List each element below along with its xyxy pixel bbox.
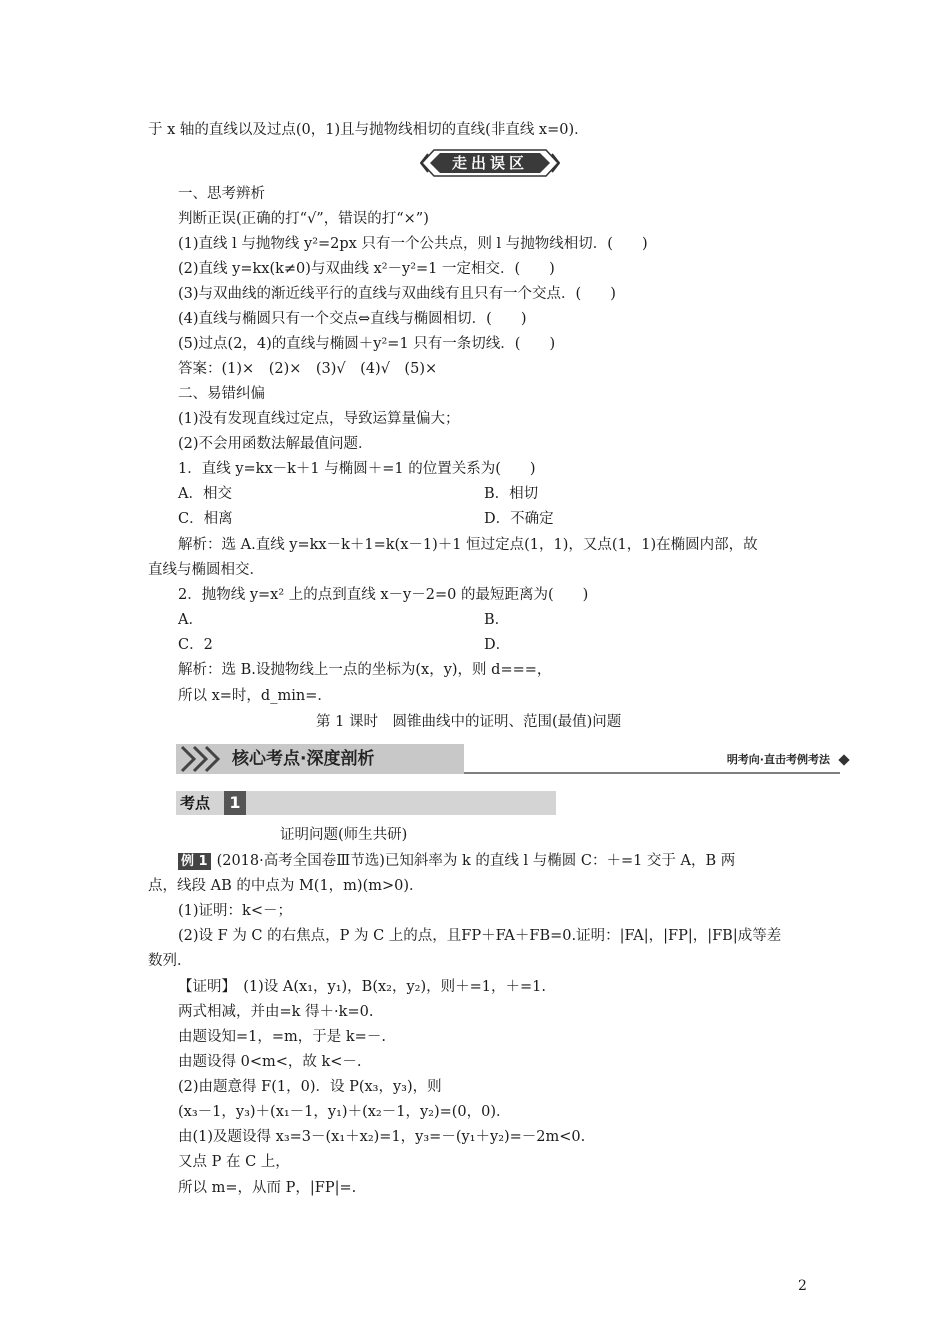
text-line: 数列． <box>148 953 192 969</box>
text-line: 所以 x=时，d_min=． <box>178 688 332 704</box>
text-line: (2)直线 y=kx(k≠0)与双曲线 x²－y²=1 一定相交．( ) <box>178 261 555 277</box>
option-b: B． <box>484 612 510 628</box>
banner-label: 走出误区 <box>451 154 528 172</box>
page-number: 2 <box>798 1278 807 1294</box>
text-line: 由(1)及题设得 x₃=3－(x₁＋x₂)=1，y₃=－(y₁＋y₂)=－2m<0. <box>178 1129 586 1145</box>
option-d: D． <box>484 637 511 653</box>
option-d: D．不确定 <box>484 511 554 527</box>
lesson-title: 第 1 课时 圆锥曲线中的证明、范围(最值)问题 <box>316 714 622 730</box>
text-line: (2)由题意得 F(1，0)．设 P(x₃，y₃)，则 <box>178 1079 442 1095</box>
option-a: A． <box>178 612 203 628</box>
text-line: (4)直线与椭圆只有一个交点⇔直线与椭圆相切．( ) <box>178 311 527 327</box>
option-a: A．相交 <box>178 486 232 502</box>
core-section-title: 核心考点·深度剖析 <box>232 749 375 769</box>
text-line: 解析：选 A.直线 y=kx－k＋1=k(x－1)＋1 恒过定点(1，1)，又点(1，1)在椭圆内部，故 <box>178 537 758 553</box>
text-line: 点，线段 AB 的中点为 M(1，m)(m>0)． <box>148 878 424 894</box>
text-line: 判断正误(正确的打“√”，错误的打“×”) <box>178 211 429 227</box>
option-b: B．相切 <box>484 486 539 502</box>
text-line: 直线与椭圆相交． <box>148 562 264 578</box>
text-line: (1)直线 l 与抛物线 y²=2px 只有一个公共点，则 l 与抛物线相切．( ) <box>178 236 648 252</box>
question-1: 1．直线 y=kx－k＋1 与椭圆＋=1 的位置关系为( ) <box>178 461 536 477</box>
text-line: (5)过点(2，4)的直线与椭圆＋y²=1 只有一条切线．( ) <box>178 336 556 352</box>
text-line: (1)没有发现直线过定点，导致运算量偏大； <box>178 411 460 427</box>
example-tag: 例 1 <box>178 853 211 870</box>
text-line: 一、思考辨析 <box>178 186 265 202</box>
text-line: 又点 P 在 C 上， <box>178 1154 290 1170</box>
text-line: 所以 m=，从而 P，|FP|=. <box>178 1180 357 1196</box>
core-section-subtitle: 明考向·直击考例考法 <box>726 753 830 766</box>
kaodian-bar <box>176 791 556 815</box>
text-line: 二、易错纠偏 <box>178 386 265 402</box>
text-line: (2)设 F 为 C 的右焦点，P 为 C 上的点，且FP＋FA＋FB=0.证明：|FA|，|FP|，|FB|成等差 <box>178 928 782 944</box>
text-line: 于 x 轴的直线以及过点(0，1)且与抛物线相切的直线(非直线 x=0)． <box>148 122 589 138</box>
option-c: C．相离 <box>178 511 233 527</box>
text-line: (1)证明：k<－； <box>178 903 292 919</box>
question-2: 2．抛物线 y=x² 上的点到直线 x－y－2=0 的最短距离为( ) <box>178 587 589 603</box>
section-banner <box>420 148 560 178</box>
text-line: (3)与双曲线的渐近线平行的直线与双曲线有且只有一个交点．( ) <box>178 286 616 302</box>
text-line: (x₃－1，y₃)＋(x₁－1，y₁)＋(x₂－1，y₂)=(0，0)． <box>178 1104 511 1120</box>
text-line: 【证明】 (1)设 A(x₁，y₁)，B(x₂，y₂)，则＋=1，＋=1. <box>178 979 546 995</box>
kaodian-number: 1 <box>224 791 246 815</box>
text-line: 由题设知=1，=m，于是 k=－. <box>178 1029 386 1045</box>
text-line: (2)不会用函数法解最值问题． <box>178 436 373 452</box>
text-line: 解析：选 B.设抛物线上一点的坐标为(x，y)，则 d===， <box>178 662 552 678</box>
example-text: (2018·高考全国卷Ⅲ节选)已知斜率为 k 的直线 l 与椭圆 C：＋=1 交于 A，B 两 <box>216 853 736 869</box>
answer-line: 答案：(1)× (2)× (3)√ (4)√ (5)× <box>178 361 438 377</box>
kaodian-label: 考点 <box>180 794 211 812</box>
text-line: 两式相减，并由=k 得＋·k=0. <box>178 1004 374 1020</box>
core-section-header <box>176 744 850 774</box>
option-c: C．2 <box>178 637 213 653</box>
text-line: 由题设得 0<m<，故 k<－. <box>178 1054 362 1070</box>
example-first-line <box>178 851 735 871</box>
kaodian-title: 证明问题(师生共研) <box>280 827 408 843</box>
